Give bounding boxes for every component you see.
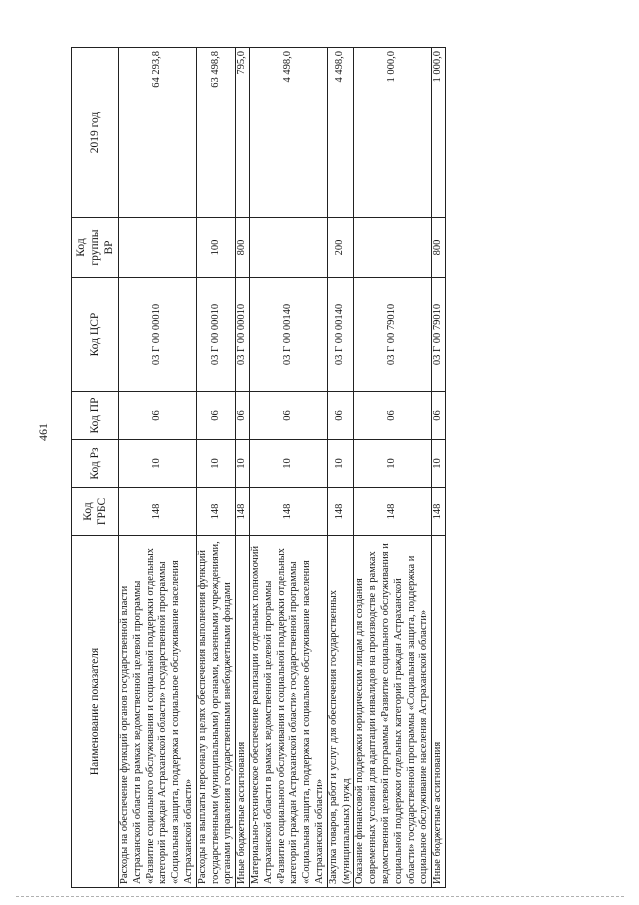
row-vr: 100 xyxy=(196,218,235,278)
row-amount: 795,0 xyxy=(236,48,250,218)
header-name: Наименование показателя xyxy=(72,536,119,888)
row-rz: 10 xyxy=(119,440,197,488)
row-grbs: 148 xyxy=(119,488,197,536)
row-pr: 06 xyxy=(327,392,354,440)
row-pr: 06 xyxy=(249,392,327,440)
header-year: 2019 год xyxy=(72,48,119,218)
row-name: Расходы на обеспечение функций органов государственной власти Астраханской области в рамках ведомственной целевой программы «Развитие социального обслуживания и социальной поддержки отдельных категорий граждан Астраханской области» государственной программы «Социальная защита, поддержка и социальное обслуживание населения Астраханской области» xyxy=(119,536,197,888)
budget-table xyxy=(71,47,446,888)
row-pr: 06 xyxy=(196,392,235,440)
row-vr: 800 xyxy=(432,218,446,278)
row-rz: 10 xyxy=(354,440,432,488)
scan-edge-line xyxy=(16,896,624,898)
row-amount: 4 498,0 xyxy=(327,48,354,218)
row-name: Материально-техническое обеспечение реализации отдельных полномочий Астраханской области в рамках ведомственной целевой программы «Развитие социального обслуживания и социальной поддержки отдельных категорий граждан Астраханской области» государственной программы «Социальная защита, поддержка и социальное обслуживание населения Астраханской области» xyxy=(249,536,327,888)
row-amount: 64 293,8 xyxy=(119,48,197,218)
rotated-page-content xyxy=(71,48,485,888)
row-csr: 03 Г 00 00010 xyxy=(196,278,235,392)
row-csr: 03 Г 00 00010 xyxy=(236,278,250,392)
row-vr: 200 xyxy=(327,218,354,278)
row-vr xyxy=(249,218,327,278)
header-vr: Код группы ВР xyxy=(72,218,119,278)
row-pr: 06 xyxy=(119,392,197,440)
row-grbs: 148 xyxy=(327,488,354,536)
row-grbs: 148 xyxy=(354,488,432,536)
row-amount: 63 498,8 xyxy=(196,48,235,218)
row-rz: 10 xyxy=(196,440,235,488)
table-row xyxy=(119,48,197,888)
row-name: Расходы на выплаты персоналу в целях обеспечения выполнения функций государственными (муниципальными) органами, казенными учреждениями, органами управления государственными внебюджетными фондами xyxy=(196,536,235,888)
row-pr: 06 xyxy=(354,392,432,440)
table-row xyxy=(432,48,446,888)
row-pr: 06 xyxy=(432,392,446,440)
row-rz: 10 xyxy=(236,440,250,488)
row-csr: 03 Г 00 79010 xyxy=(354,278,432,392)
table-row xyxy=(249,48,327,888)
row-rz: 10 xyxy=(432,440,446,488)
table-row xyxy=(354,48,432,888)
header-rz: Код Рз xyxy=(72,440,119,488)
row-grbs: 148 xyxy=(432,488,446,536)
row-vr: 800 xyxy=(236,218,250,278)
header-pr: Код ПР xyxy=(72,392,119,440)
row-csr: 03 Г 00 00140 xyxy=(327,278,354,392)
row-csr: 03 Г 00 00140 xyxy=(249,278,327,392)
row-grbs: 148 xyxy=(196,488,235,536)
row-amount: 4 498,0 xyxy=(249,48,327,218)
row-name: Иные бюджетные ассигнования xyxy=(432,536,446,888)
row-rz: 10 xyxy=(249,440,327,488)
row-name: Закупка товаров, работ и услуг для обеспечения государственных (муниципальных) нужд xyxy=(327,536,354,888)
row-rz: 10 xyxy=(327,440,354,488)
row-pr: 06 xyxy=(236,392,250,440)
row-vr xyxy=(354,218,432,278)
row-grbs: 148 xyxy=(249,488,327,536)
row-vr xyxy=(119,218,197,278)
table-row xyxy=(236,48,250,888)
row-amount: 1 000,0 xyxy=(432,48,446,218)
row-name: Иные бюджетные ассигнования xyxy=(236,536,250,888)
header-grbs: Код ГРБС xyxy=(72,488,119,536)
row-csr: 03 Г 00 79010 xyxy=(432,278,446,392)
row-amount: 1 000,0 xyxy=(354,48,432,218)
table-row xyxy=(196,48,235,888)
header-csr: Код ЦСР xyxy=(72,278,119,392)
table-row xyxy=(327,48,354,888)
table-header-row xyxy=(72,48,119,888)
row-csr: 03 Г 00 00010 xyxy=(119,278,197,392)
page-number: 461 xyxy=(36,423,50,441)
row-grbs: 148 xyxy=(236,488,250,536)
row-name: Оказание финансовой поддержки юридическим лицам для создания современных условий для адаптации инвалидов на производстве в рамках ведомственной целевой программы «Развитие социального обслуживания и социальной поддержки отдельных категорий граждан Астраханской области» государственной программы «Социальная защита, поддержка и социальное обслуживание населения Астраханской области» xyxy=(354,536,432,888)
